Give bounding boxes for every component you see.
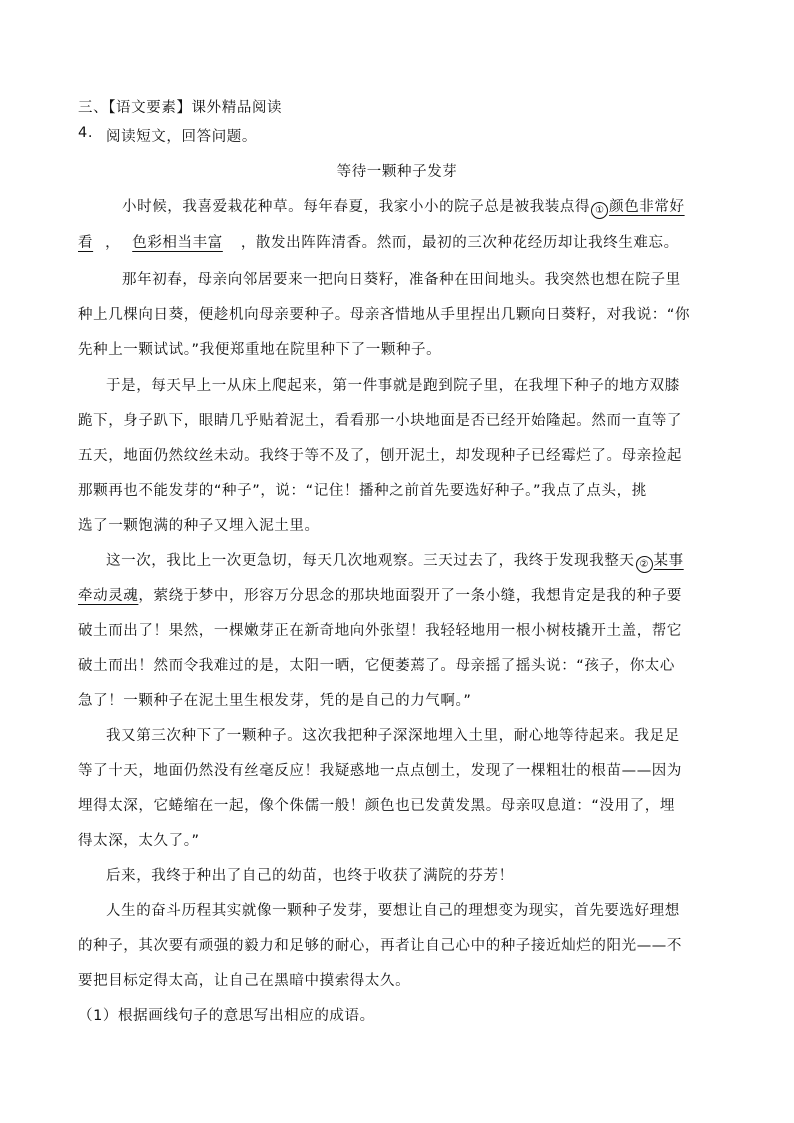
- paragraph-text: 小时候，我喜爱栽花种草。每年春夏，我家小小的院子总是被我装点得: [122, 199, 591, 215]
- paragraph-5-line-1: 我又第三次种下了一颗种子。这次我把种子深深地埋入土里，耐心地等待起来。我足足: [106, 728, 680, 744]
- paragraph-2-line-3: 先种上一颗试试。”我便郑重地在院里种下了一颗种子。: [78, 342, 442, 358]
- question-number: 4.: [78, 125, 94, 141]
- paragraph-7-line-2: 的种子，其次要有顽强的毅力和足够的耐心，再者让自己心中的种子接近灿烂的阳光——不: [78, 938, 682, 954]
- paragraph-1-line-1: [122, 195, 685, 219]
- paragraph-3-line-2: 跪下，身子趴下，眼睛几乎贴着泥土，看看那一小块地面是否已经开始隆起。然而一直等了: [78, 413, 682, 429]
- underlined-phrase-1c: 色彩相当丰富: [132, 235, 223, 251]
- paragraph-4-line-4: 破土而出！然而令我难过的是，太阳一晒，它便萎蔫了。母亲摇了摇头说：“孩子，你太心: [78, 658, 676, 674]
- paragraph-2-line-1: 那年初春，母亲向邻居要来一把向日葵籽，准备种在田间地头。我突然也想在院子里: [122, 272, 681, 288]
- paragraph-text: ，散发出阵阵清香。然而，最初的三次种花经历却让我终生难忘。: [240, 235, 679, 251]
- underlined-phrase-2b: 牵动灵魂: [78, 588, 139, 604]
- paragraph-4-line-1: [106, 549, 684, 573]
- sub-question-1: [78, 1004, 375, 1025]
- sub-question-number: （1）: [78, 1008, 119, 1024]
- paragraph-1-line-2: [78, 231, 679, 252]
- paragraph-text: 这一次，我比上一次更急切，每天几次地观察。三天过去了，我终于发现我整天: [106, 553, 635, 569]
- blank-marker-2: ②: [636, 556, 653, 573]
- paragraph-5-line-4: 得太深，太久了。”: [78, 833, 200, 849]
- paragraph-5-line-2: 等了十天，地面仍然没有丝毫反应！我疑惑地一点点刨土，发现了一棵粗壮的根苗——因为: [78, 763, 682, 779]
- paragraph-2-line-2: 种上几棵向日葵，便趁机向母亲要种子。母亲吝惜地从手里捏出几颗向日葵籽，对我说：“你: [78, 307, 691, 323]
- underlined-phrase-1b: 看: [78, 235, 94, 251]
- paragraph-7-line-3: 要把目标定得太高，让自己在黑暗中摸索得太久。: [78, 973, 411, 989]
- separator-comma: ，: [105, 235, 121, 251]
- paragraph-3-line-4: 那颗再也不能发芽的“种子”，说：“记住！播种之前首先要选好种子。”我点了点头，挑: [78, 483, 647, 499]
- paragraph-3-line-3: 五天，地面仍然纹丝未动。我终于等不及了，刨开泥土，却发现种子已经霉烂了。母亲捡起: [78, 448, 682, 464]
- paragraph-4-line-5: 急了！一颗种子在泥土里生根发芽，凭的是自己的力气啊。”: [78, 693, 472, 709]
- paragraph-4-line-2: [78, 584, 682, 605]
- paragraph-text: ，萦绕于梦中，形容万分思念的那块地面裂开了一条小缝，我想肯定是我的种子要: [138, 588, 683, 604]
- underlined-phrase-2a: 某事: [653, 553, 684, 569]
- paragraph-6-line-1: 后来，我终于种出了自己的幼苗，也终于收获了满院的芬芳！: [106, 868, 514, 884]
- paragraph-3-line-5: 选了一颗饱满的种子又埋入泥土里。: [78, 518, 320, 534]
- passage-title: 等待一颗种子发芽: [336, 164, 458, 180]
- section-heading: 三、【语文要素】课外精品阅读: [78, 100, 283, 116]
- sub-question-text: 根据画线句子的意思写出相应的成语。: [118, 1008, 375, 1024]
- blank-marker-1: ①: [591, 202, 608, 219]
- paragraph-5-line-3: 埋得太深，它蜷缩在一起，像个侏儒一般！颜色也已发黄发黑。母亲叹息道：“没用了，埋: [78, 798, 676, 814]
- paragraph-7-line-1: 人生的奋斗历程其实就像一颗种子发芽，要想让自己的理想变为现实，首先要选好理想: [106, 903, 680, 919]
- paragraph-3-line-1: 于是，每天早上一从床上爬起来，第一件事就是跑到院子里，在我埋下种子的地方双膝: [106, 378, 680, 394]
- question-instruction: 阅读短文，回答问题。: [106, 129, 257, 145]
- underlined-phrase-1a: 颜色非常好: [609, 199, 685, 215]
- paragraph-4-line-3: 破土而出了！果然，一棵嫩芽正在新奇地向外张望！我轻轻地用一根小树枝撬开土盖，帮它: [78, 623, 682, 639]
